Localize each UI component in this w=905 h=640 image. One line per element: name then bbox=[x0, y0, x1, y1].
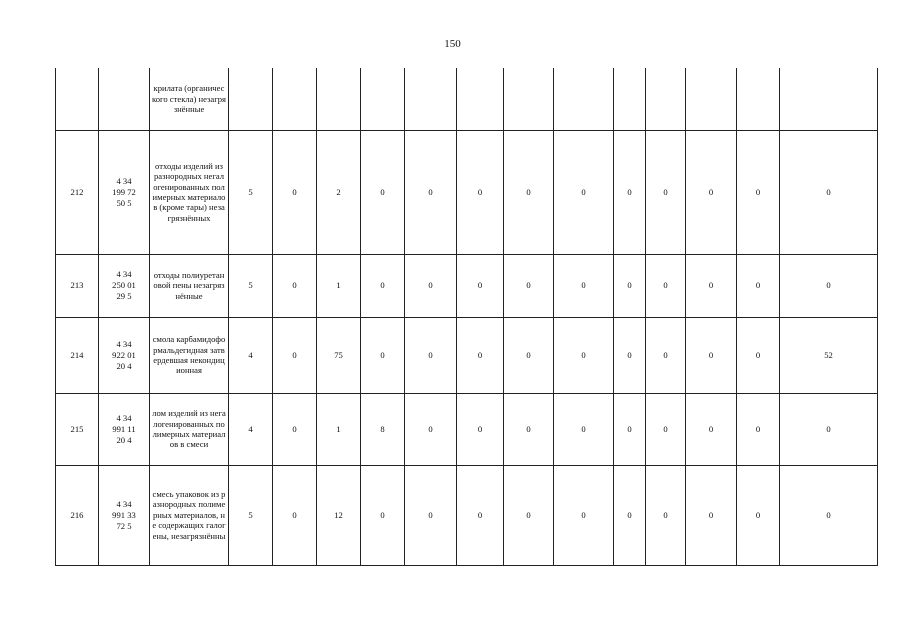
cell-value: 0 bbox=[686, 317, 737, 393]
table-row bbox=[56, 130, 878, 254]
cell-value: 0 bbox=[554, 465, 614, 565]
code-line: 20 4 bbox=[116, 434, 132, 445]
cell-value: 0 bbox=[405, 465, 457, 565]
table-body bbox=[56, 68, 878, 565]
cell-value: 5 bbox=[229, 254, 273, 317]
cell-value: 0 bbox=[780, 465, 878, 565]
cell-value: 0 bbox=[686, 393, 737, 465]
code-line: 4 34 bbox=[116, 498, 132, 509]
table-row-continued bbox=[56, 68, 878, 130]
cell-value: 0 bbox=[780, 393, 878, 465]
cell-value: 4 bbox=[229, 393, 273, 465]
cell-value: 5 bbox=[229, 130, 273, 254]
code-line: 4 34 bbox=[116, 269, 132, 279]
cell-name: отходы полиуретановой пены незагрязнённые bbox=[150, 254, 229, 317]
cell-value: 0 bbox=[457, 465, 504, 565]
cell-value: 2 bbox=[317, 130, 361, 254]
cell-value: 0 bbox=[614, 465, 646, 565]
cell-num: 213 bbox=[56, 254, 99, 317]
cell-value: 0 bbox=[737, 317, 780, 393]
code-line: 250 01 bbox=[112, 280, 136, 290]
cell-code bbox=[99, 130, 150, 254]
cell-value: 0 bbox=[361, 130, 405, 254]
code-line: 922 01 bbox=[112, 349, 136, 360]
cell-value: 0 bbox=[554, 317, 614, 393]
cell-value: 0 bbox=[457, 254, 504, 317]
cell-value: 0 bbox=[646, 254, 686, 317]
cell-name: отходы изделий из разнородных негалогенированных полимерных материалов (кроме тары) незагрязнённых bbox=[150, 130, 229, 254]
cell-value: 1 bbox=[317, 393, 361, 465]
cell-value: 0 bbox=[614, 254, 646, 317]
cell-value: 0 bbox=[686, 254, 737, 317]
code-line: 50 5 bbox=[116, 197, 132, 208]
waste-table bbox=[55, 68, 878, 566]
table-row bbox=[56, 465, 878, 565]
cell-value: 0 bbox=[504, 465, 554, 565]
cell-value: 0 bbox=[457, 393, 504, 465]
cell-code bbox=[99, 317, 150, 393]
cell-name: смола карбамидоформальдегидная затвердевшая некондиционная bbox=[150, 317, 229, 393]
cell-name: крилата (органического стекла) незагрязнённые bbox=[150, 68, 229, 130]
cell-value: 0 bbox=[361, 254, 405, 317]
cell-value: 8 bbox=[361, 393, 405, 465]
cell-value: 52 bbox=[780, 317, 878, 393]
cell-num: 215 bbox=[56, 393, 99, 465]
cell-value: 0 bbox=[614, 393, 646, 465]
cell-value: 0 bbox=[504, 393, 554, 465]
cell-value: 0 bbox=[457, 130, 504, 254]
cell-num bbox=[56, 68, 99, 130]
cell-value: 0 bbox=[273, 130, 317, 254]
code-line: 4 34 bbox=[116, 412, 132, 423]
cell-code bbox=[99, 68, 150, 130]
cell-value: 0 bbox=[614, 317, 646, 393]
cell-value: 1 bbox=[317, 254, 361, 317]
cell-value: 0 bbox=[457, 317, 504, 393]
cell-value: 4 bbox=[229, 317, 273, 393]
cell-value: 12 bbox=[317, 465, 361, 565]
code-line: 991 11 bbox=[112, 423, 136, 434]
cell-value: 0 bbox=[405, 393, 457, 465]
code-line: 4 34 bbox=[116, 338, 132, 349]
cell-value: 0 bbox=[737, 254, 780, 317]
cell-code bbox=[99, 254, 150, 317]
code-line: 199 72 bbox=[112, 186, 136, 197]
cell-value: 0 bbox=[504, 130, 554, 254]
cell-value: 0 bbox=[737, 465, 780, 565]
cell-value: 0 bbox=[686, 465, 737, 565]
cell-num: 216 bbox=[56, 465, 99, 565]
cell-value: 0 bbox=[361, 317, 405, 393]
cell-value: 0 bbox=[646, 317, 686, 393]
cell-value: 0 bbox=[554, 254, 614, 317]
cell-code bbox=[99, 465, 150, 565]
cell-value: 0 bbox=[273, 317, 317, 393]
cell-value: 0 bbox=[361, 465, 405, 565]
cell-value: 0 bbox=[614, 130, 646, 254]
code-line: 991 33 bbox=[112, 509, 136, 520]
code-line: 20 4 bbox=[116, 360, 132, 371]
code-line: 4 34 bbox=[116, 175, 132, 186]
cell-value: 0 bbox=[504, 254, 554, 317]
cell-name: смесь упаковок из разнородных полимерных материалов, не содержащих галогены, незагрязнённы bbox=[150, 465, 229, 565]
cell-value: 0 bbox=[646, 465, 686, 565]
cell-value: 5 bbox=[229, 465, 273, 565]
cell-value: 0 bbox=[405, 254, 457, 317]
table-row bbox=[56, 393, 878, 465]
cell-value: 0 bbox=[504, 317, 554, 393]
cell-value: 0 bbox=[405, 317, 457, 393]
cell-value: 0 bbox=[686, 130, 737, 254]
cell-value: 0 bbox=[273, 254, 317, 317]
cell-code bbox=[99, 393, 150, 465]
cell-value: 0 bbox=[405, 130, 457, 254]
cell-value: 0 bbox=[737, 393, 780, 465]
table-row bbox=[56, 254, 878, 317]
cell-value: 0 bbox=[780, 254, 878, 317]
cell-value: 0 bbox=[554, 130, 614, 254]
cell-value: 75 bbox=[317, 317, 361, 393]
page-number: 150 bbox=[444, 38, 461, 50]
cell-value: 0 bbox=[646, 130, 686, 254]
cell-value: 0 bbox=[273, 465, 317, 565]
code-line: 72 5 bbox=[116, 520, 132, 531]
cell-num: 212 bbox=[56, 130, 99, 254]
code-line: 29 5 bbox=[116, 291, 132, 301]
cell-num: 214 bbox=[56, 317, 99, 393]
cell-value: 0 bbox=[780, 130, 878, 254]
cell-value: 0 bbox=[646, 393, 686, 465]
cell-value: 0 bbox=[737, 130, 780, 254]
cell-value: 0 bbox=[273, 393, 317, 465]
cell-name: лом изделий из негалогенированных полимерных материалов в смеси bbox=[150, 393, 229, 465]
table-row bbox=[56, 317, 878, 393]
cell-value: 0 bbox=[554, 393, 614, 465]
